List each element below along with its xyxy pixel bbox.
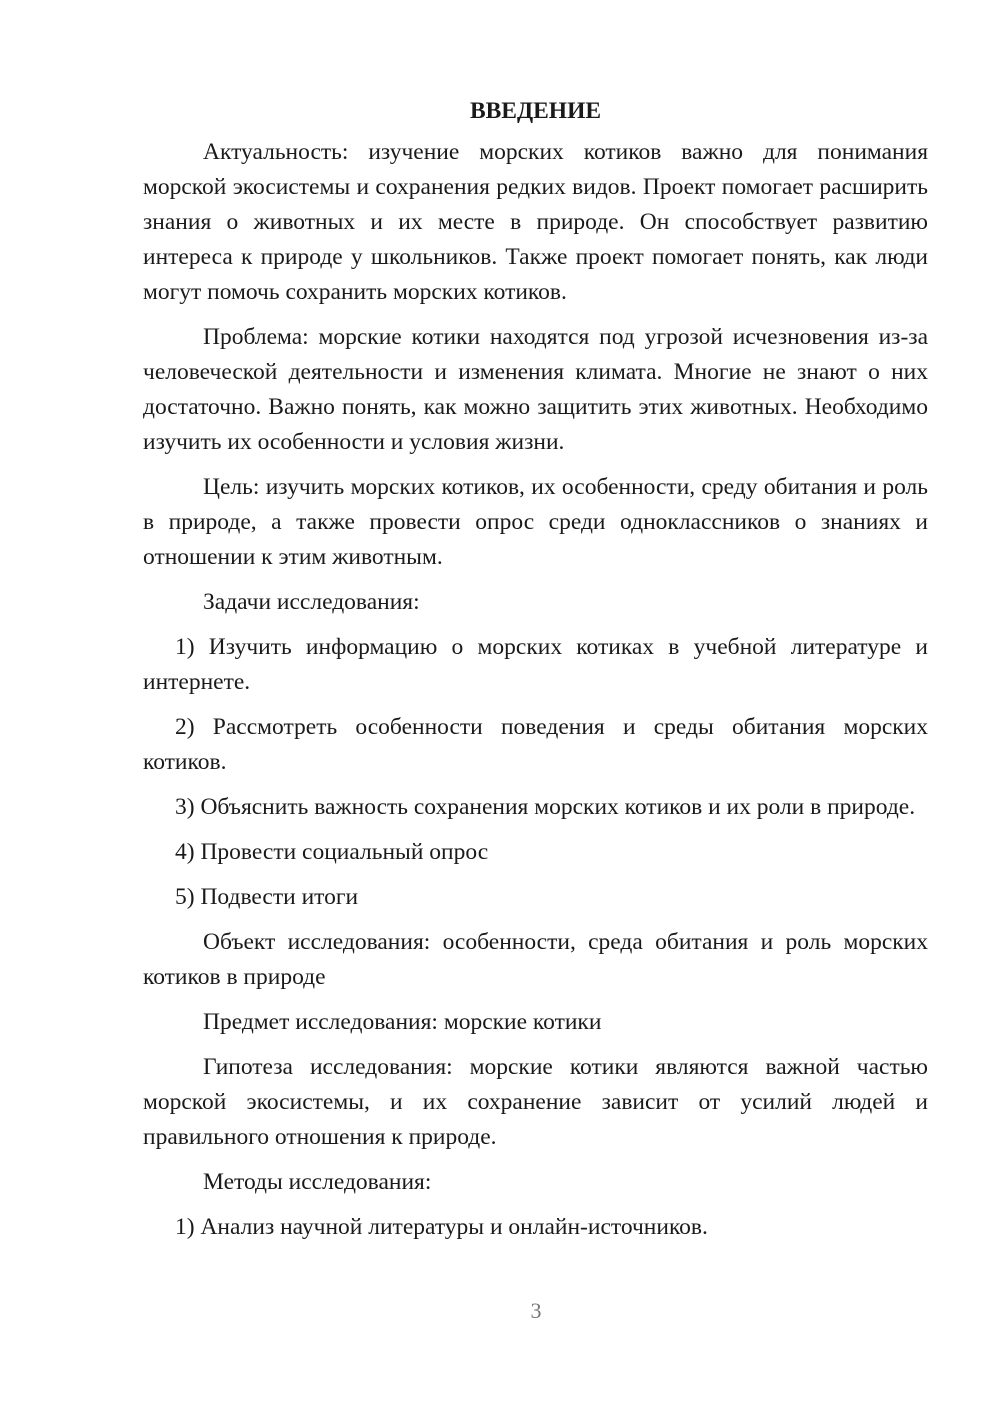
relevance-paragraph: Актуальность: изучение морских котиков важно для понимания морской экосистемы и сохранения редких видов. Проект помогает расширить знания о животных и их месте в природе. Он способствует развитию интереса к природе у школьников. Также проект помогает понять, как люди могут помочь сохранить морских котиков. — [143, 139, 928, 305]
tasks-heading: Задачи исследования: — [203, 589, 420, 615]
task-item: 2) Рассмотреть особенности поведения и среды обитания морских котиков. — [143, 714, 928, 775]
task-item: 4) Провести социальный опрос — [175, 839, 489, 865]
subject-paragraph: Предмет исследования: морские котики — [203, 1009, 602, 1035]
page-content — [143, 96, 928, 1255]
task-item: 1) Изучить информацию о морских котиках в учебной литературе и интернете. — [143, 634, 928, 695]
problem-paragraph: Проблема: морские котики находятся под угрозой исчезновения из-за человеческой деятельности и изменения климата. Многие не знают о них достаточно. Важно понять, как можно защитить этих животных. Необходимо изучить их особенности и условия жизни. — [143, 324, 928, 455]
method-item: 1) Анализ научной литературы и онлайн-источников. — [175, 1214, 708, 1240]
object-paragraph: Объект исследования: особенности, среда обитания и роль морских котиков в природе — [143, 929, 928, 990]
goal-paragraph: Цель: изучить морских котиков, их особенности, среду обитания и роль в природе, а также провести опрос среди одноклассников о знаниях и отношении к этим животным. — [143, 474, 928, 570]
task-item: 5) Подвести итоги — [175, 884, 359, 910]
task-item: 3) Объяснить важность сохранения морских котиков и их роли в природе. — [175, 794, 916, 820]
methods-heading: Методы исследования: — [203, 1169, 432, 1195]
section-title: ВВЕДЕНИЕ — [469, 98, 602, 124]
page-number: 3 — [530, 1298, 542, 1323]
hypothesis-paragraph: Гипотеза исследования: морские котики являются важной частью морской экосистемы, и их сохранение зависит от усилий людей и правильного отношения к природе. — [143, 1054, 928, 1150]
